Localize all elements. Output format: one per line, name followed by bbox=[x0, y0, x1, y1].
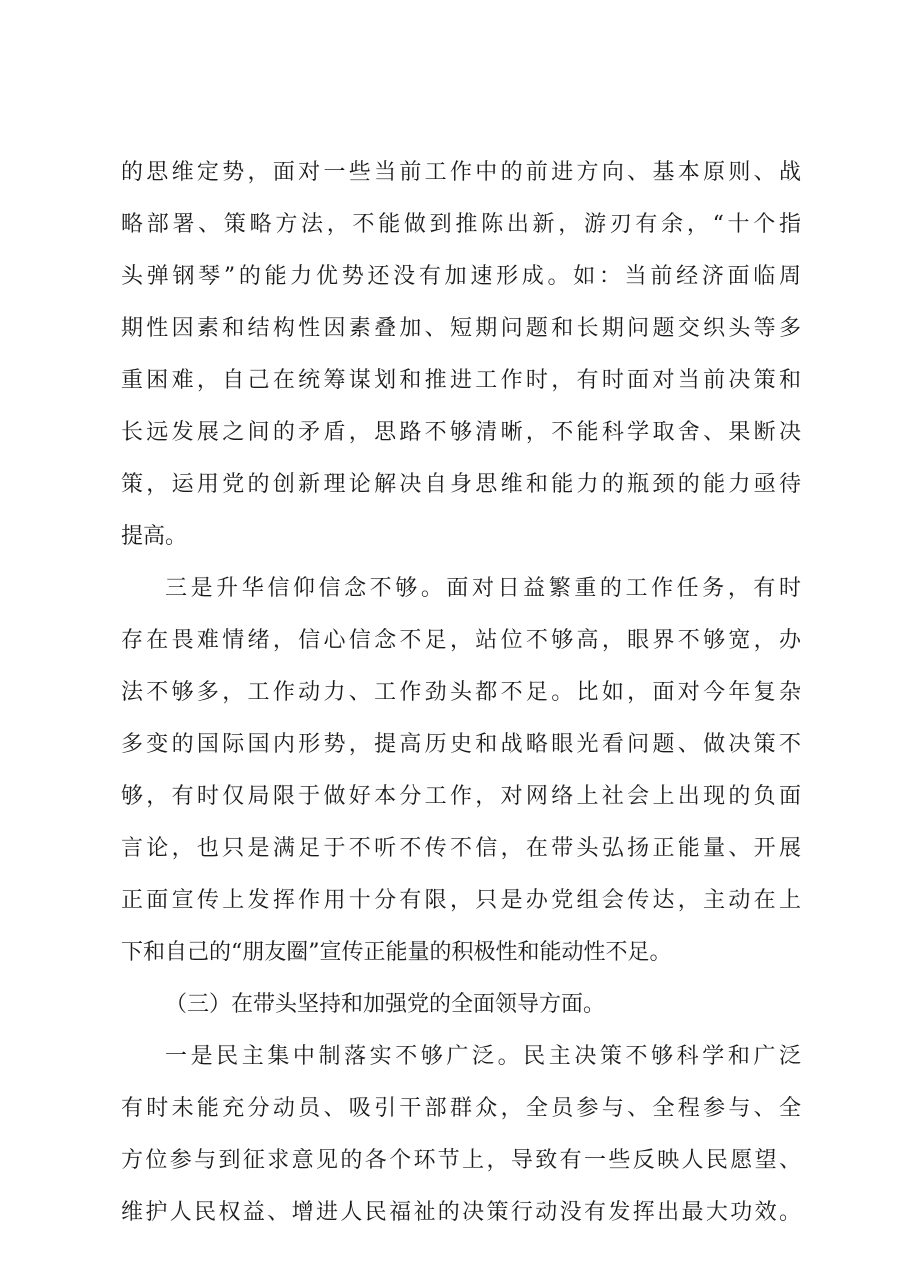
text-line: 长远发展之间的矛盾，思路不够清晰，不能科学取舍、果断决 bbox=[121, 420, 801, 445]
text-line: 头弹钢琴”的能力优势还没有加速形成。如：当前经济面临周 bbox=[121, 264, 801, 289]
text-line: 方位参与到征求意见的各个环节上，导致有一些反映人民愿望、 bbox=[121, 1148, 801, 1173]
text-line: 言论，也只是满足于不听不传不信，在带头弘扬正能量、开展 bbox=[121, 836, 801, 861]
text-line: 多变的国际国内形势，提高历史和战略眼光看问题、做决策不 bbox=[121, 732, 801, 757]
text-line: 法不够多，工作动力、工作劲头都不足。比如，面对今年复杂 bbox=[121, 680, 801, 705]
text-line: 有时未能充分动员、吸引干部群众，全员参与、全程参与、全 bbox=[121, 1096, 801, 1121]
text-line: 下和自己的“朋友圈”宣传正能量的积极性和能动性不足。 bbox=[121, 940, 672, 965]
paragraph-start-line: 三是升华信仰信念不够。面对日益繁重的工作任务，有时 bbox=[165, 576, 801, 601]
text-line: 重困难，自己在统筹谋划和推进工作时，有时面对当前决策和 bbox=[121, 368, 801, 393]
section-heading: （三）在带头坚持和加强党的全面领导方面。 bbox=[165, 992, 606, 1017]
text-line: 的思维定势，面对一些当前工作中的前进方向、基本原则、战 bbox=[121, 160, 801, 185]
text-line: 期性因素和结构性因素叠加、短期问题和长期问题交织头等多 bbox=[121, 316, 801, 341]
text-line: 存在畏难情绪，信心信念不足，站位不够高，眼界不够宽，办 bbox=[121, 628, 801, 653]
paragraph-start-line: 一是民主集中制落实不够广泛。民主决策不够科学和广泛 bbox=[165, 1044, 801, 1069]
text-line: 正面宣传上发挥作用十分有限，只是办党组会传达，主动在上 bbox=[121, 888, 801, 913]
text-line: 提高。 bbox=[121, 524, 188, 549]
text-line: 略部署、策略方法，不能做到推陈出新，游刃有余，“十个指 bbox=[121, 212, 801, 237]
text-line: 够，有时仅局限于做好本分工作，对网络上社会上出现的负面 bbox=[121, 784, 801, 809]
text-line: 维护人民权益、增进人民福祉的决策行动没有发挥出最大功效。 bbox=[121, 1200, 801, 1225]
text-line: 策，运用党的创新理论解决自身思维和能力的瓶颈的能力亟待 bbox=[121, 472, 801, 497]
